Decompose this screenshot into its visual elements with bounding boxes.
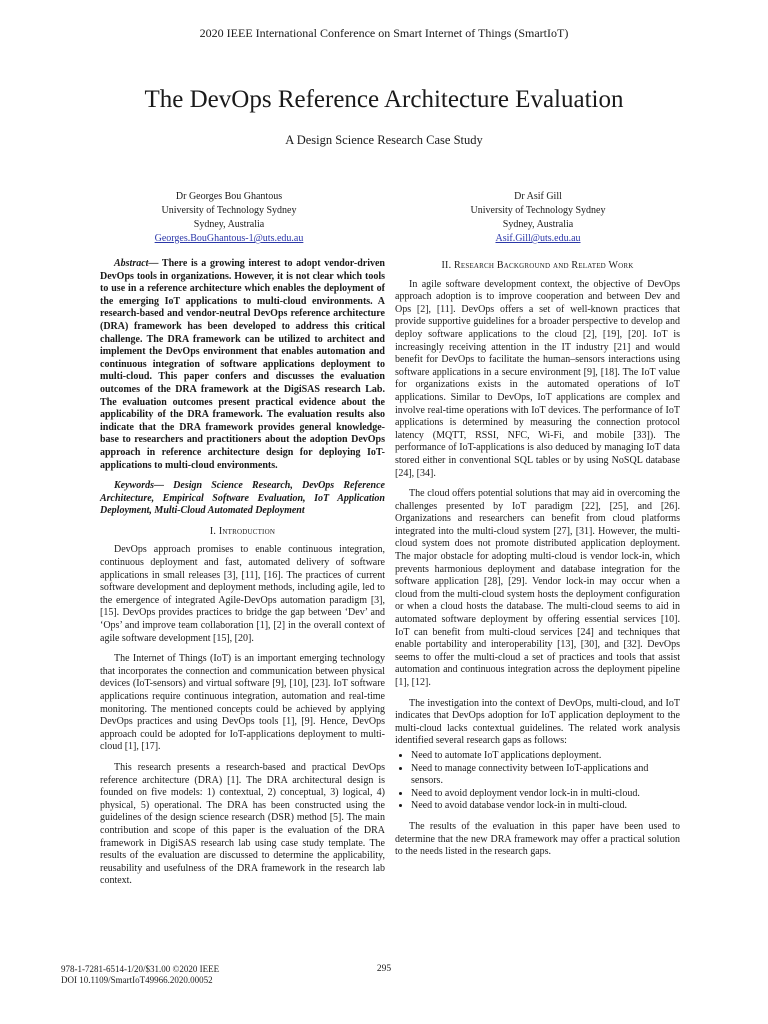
list-item: • Need to manage connectivity between IoT-applications and sensors. (411, 763, 680, 788)
abstract-label: Abstract— (114, 258, 159, 269)
list-item: • Need to automate IoT applications deployment. (411, 750, 680, 763)
author-location: Sydney, Australia (193, 219, 265, 230)
author-email-link[interactable]: Georges.BouGhantous-1@uts.edu.au (154, 233, 304, 244)
background-paragraph: The cloud offers potential solutions that may aid in overcoming the challenges presented by IoT paradigm [22], [25], and [26]. Organizations and researchers can benefit from cloud platforms integrated into the multi-cloud system [27], [31]. However, the multi-cloud system does not promote distributed application deployment. The major obstacle for adopting multi-cloud is vendor lock-in, which prevents harmonious deployment and database integration for the software application [28], [29]. Vendor lock-in may occur when a cloud from the multi-cloud system hosts the deployment configuration or when a cloud hosts the database. The multi-cloud seems to aid in automated software deployment by offering essential services [10]. IoT can benefit from multi-cloud services [24] and techniques that enable portability and interoperability [13], [30], and [32]. DevOps seems to offer the multi-cloud a set of practices and tools that assist automation and continuous integration across the deployment pipeline [1], [12]. (395, 488, 680, 688)
intro-paragraph: DevOps approach promises to enable continuous integration, continuous deployment and fast, automated delivery of software applications in small releases [3], [11], [16]. The practices of current software development and deployment methods, including agile, led to the emergence of integrated Agile-DevOps automation paradigm [3], [15]. DevOps provides practices to bridge the gap between ‘Dev’ and ‘Ops’ and improve team collaboration [1], [2] in the overall context of agile software development [15], [20]. (100, 544, 385, 644)
paper-title: The DevOps Reference Architecture Evaluation (144, 86, 624, 113)
author-email-link[interactable]: Asif.Gill@uts.edu.au (495, 233, 581, 244)
list-item: • Need to avoid deployment vendor lock-in in multi-cloud. (411, 788, 680, 801)
section-title: Research Background and Related Work (454, 260, 634, 271)
section-numeral: I. (209, 525, 217, 537)
author-block-2 (388, 190, 688, 246)
abstract (100, 258, 385, 472)
author-block-1 (79, 190, 379, 246)
conference-header: 2020 IEEE International Conference on Smart Internet of Things (SmartIoT) (199, 26, 569, 40)
intro-paragraph: This research presents a research-based and practical DevOps reference architecture (DRA) [1]. The DRA architectural design is founded on five models: 1) contextual, 2) conceptual, 3) logical, 4) physical, 5) operational. The DRA has been constructed using the guidelines of the design science research (DSR) method [5]. The main contribution and scope of this paper is the evaluation of the DRA framework in DigiSAS research lab using case study template. The results of the evaluation are discussed to determine the applicability, reusability and usefulness of the DRA framework in the research lab context. (100, 761, 385, 887)
background-paragraph: In agile software development context, the objective of DevOps approach adoption is to improve cooperation and between Dev and Ops [2], [11]. DevOps offers a set of well-known practices that provide supportive guidelines for a broader perspective to develop and deploy software applications to the cloud [2], [19], [20]. IoT is increasingly receiving attention in the IT industry [21] and would benefit for DevOps to facilitate the human–sensors interactions using software applications in a secure environment [9], [18]. The IoT value for organizations exists in the automated operations of IoT applications. Similar to DevOps, IoT applications are complex and involve real-time operations with IoT devices. The performance of IoT applications is determined by measuring the connection protocol latency (MQTT, RSSI, NFC, Wi-Fi, and mobile [33]). The performance of IoT-applications is also deduced by managing IoT data stored either in conventional SQL tables or by using NoSQL database [24], [34]. (395, 278, 680, 479)
left-column (100, 258, 385, 896)
author-affiliation: University of Technology Sydney (161, 205, 297, 216)
author-name: Dr Asif Gill (514, 191, 562, 202)
section-heading-introduction (100, 526, 385, 539)
keywords-label: Keywords— (114, 480, 164, 492)
doi-text: DOI 10.1109/SmartIoT49966.2020.00052 (61, 975, 213, 985)
list-item: • Need to avoid database vendor lock-in in multi-cloud. (411, 800, 680, 813)
intro-paragraph: The Internet of Things (IoT) is an important emerging technology that incorporates the connection and communication between physical devices (IoT-sensors) and virtual software [9], [10], [23]. IoT software applications require continuous integration, automation and real-time monitoring. The mentioned concepts could be achieved by applying DevOps practices and using DevOps tools [1], [9]. Hence, DevOps approach could be adopted for IoT-applications deployment to multi-cloud [1], [17]. (100, 653, 385, 753)
section-heading-background (395, 260, 680, 273)
page-number: 295 (376, 964, 392, 974)
background-paragraph: The investigation into the context of DevOps, multi-cloud, and IoT indicates that DevOps adoption for IoT application deployment to the multi-cloud lacks contextual guidelines. The related work analysis identified several research gaps as follows: (395, 697, 680, 747)
research-gaps-list (395, 750, 680, 813)
author-affiliation: University of Technology Sydney (470, 205, 606, 216)
keywords (100, 480, 385, 518)
right-column (395, 258, 680, 867)
abstract-text: There is a growing interest to adopt vendor-driven DevOps tools in organizations. However, it is not clear which tools to use in a reference architecture which enables the deployment of the emerging IoT applications to multi-cloud environments. A research-based and vendor-neutral DevOps reference architecture (DRA) framework has been developed to address this critical challenge. The DRA framework can be utilized to architect and implement the DevOps environment that enables automation and continuous integration of software applications deployment to multi-cloud. This paper confers and discusses the evaluation outcomes of the DRA framework at the DigiSAS research Lab. The evaluation outcomes present practical evidence about the applicability of the DRA framework. The evaluation results also indicate that the DRA framework provides general knowledge-base to researchers and practitioners about the adoption DevOps approach in reference architecture design for deploying IoT-applications to multi-cloud environments. (100, 258, 385, 471)
keywords-text: Design Science Research, DevOps Reference Architecture, Empirical Software Evaluation, IoT Application Deployment, Multi-Cloud Automated Deployment (100, 480, 385, 517)
section-title: Introduction (218, 525, 276, 537)
paper-subtitle: A Design Science Research Case Study (285, 133, 483, 147)
author-name: Dr Georges Bou Ghantous (175, 191, 283, 202)
section-numeral: II. (441, 260, 452, 271)
author-location: Sydney, Australia (502, 219, 574, 230)
background-paragraph: The results of the evaluation in this paper have been used to determine that the new DRA framework may offer a practical solution to the needs listed in the research gaps. (395, 820, 680, 858)
isbn-text: 978-1-7281-6514-1/20/$31.00 ©2020 IEEE (61, 964, 220, 974)
